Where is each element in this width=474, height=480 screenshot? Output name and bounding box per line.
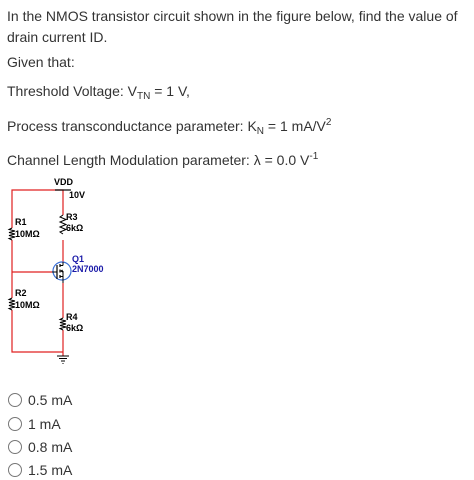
kn-label: Process transconductance parameter: K	[7, 118, 257, 134]
r4-name: R4	[66, 312, 78, 322]
option-4[interactable]	[8, 461, 72, 479]
circuit-wires	[12, 190, 63, 356]
option-2[interactable]	[8, 415, 61, 433]
r2-name: R2	[15, 288, 27, 298]
kn-subscript: N	[256, 126, 265, 137]
lambda-label: Channel Length Modulation parameter: λ = 0.0 V	[7, 152, 310, 168]
r3-name: R3	[66, 212, 78, 222]
r1-value: 10MΩ	[15, 229, 40, 239]
option-3[interactable]	[8, 438, 72, 456]
r4-value: 6kΩ	[66, 323, 84, 333]
option-2-radio[interactable]	[8, 417, 22, 431]
threshold-label: Threshold Voltage: V	[7, 83, 137, 99]
lambda-superscript: -1	[309, 151, 319, 162]
question-text: In the NMOS transistor circuit shown in the figure below, find the value of drain current ID.	[7, 8, 458, 45]
vdd-label: VDD	[54, 177, 74, 187]
r3-value: 6kΩ	[66, 223, 84, 233]
threshold-value: = 1 V,	[150, 83, 190, 99]
option-3-label[interactable]: 0.8 mA	[28, 439, 73, 455]
given-label: Given that:	[7, 54, 75, 70]
ground-icon	[57, 356, 69, 364]
kn-value: = 1 mA/V	[264, 118, 326, 134]
option-1[interactable]	[8, 391, 72, 409]
option-4-radio[interactable]	[8, 463, 22, 477]
q1-part-number: 2N7000	[72, 264, 104, 274]
option-1-label[interactable]: 0.5 mA	[28, 392, 73, 408]
option-3-radio[interactable]	[8, 440, 22, 454]
r1-name: R1	[15, 217, 27, 227]
option-1-radio[interactable]	[8, 393, 22, 407]
kn-superscript: 2	[325, 117, 332, 128]
option-2-label[interactable]: 1 mA	[28, 416, 61, 432]
q1-name: Q1	[72, 254, 85, 264]
threshold-subscript: TN	[136, 91, 151, 102]
vdd-value: 10V	[69, 190, 86, 200]
nmos-transistor-icon	[52, 262, 71, 283]
r2-value: 10MΩ	[15, 300, 40, 310]
option-4-label[interactable]: 1.5 mA	[28, 462, 73, 478]
